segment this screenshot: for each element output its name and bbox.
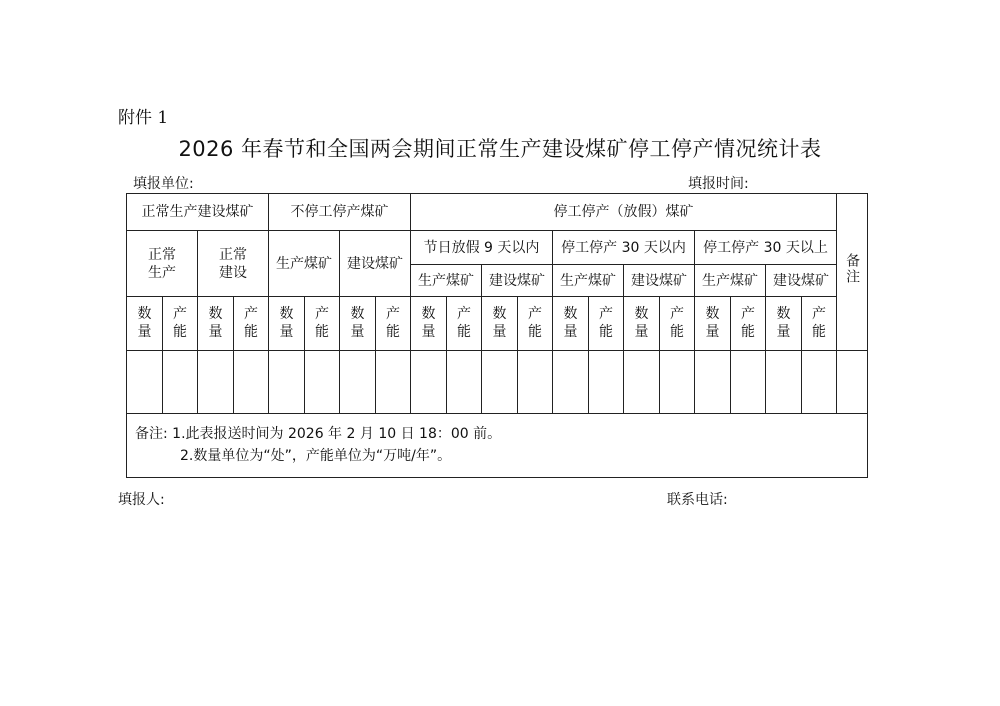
holiday-within-9-header: 节日放假 9 天以内 bbox=[411, 231, 553, 265]
notes-label: 备注: bbox=[135, 425, 168, 442]
data-cell[interactable] bbox=[731, 350, 766, 413]
reporter-label: 填报人: bbox=[118, 492, 165, 508]
capacity-header: 产能 bbox=[802, 297, 837, 350]
data-cell[interactable] bbox=[518, 350, 553, 413]
notes-line-1 bbox=[135, 423, 859, 445]
capacity-header: 产能 bbox=[589, 297, 624, 350]
data-cell[interactable] bbox=[234, 350, 269, 413]
data-entry-row bbox=[127, 350, 868, 413]
normal-construction-header: 正常建设 bbox=[198, 231, 269, 297]
capacity-header: 产能 bbox=[376, 297, 411, 350]
phone-label: 联系电话: bbox=[667, 492, 728, 508]
qty-header: 数量 bbox=[269, 297, 305, 350]
page-title: 2026 年春节和全国两会期间正常生产建设煤矿停工停产情况统计表 bbox=[178, 137, 822, 161]
sub-production-header: 生产煤矿 bbox=[553, 265, 624, 297]
notes-cell bbox=[127, 413, 868, 477]
data-cell[interactable] bbox=[589, 350, 624, 413]
table-header-row-2 bbox=[127, 231, 868, 265]
data-cell[interactable] bbox=[695, 350, 731, 413]
notes-text-2: 2.数量单位为“处”，产能单位为“万吨/年”。 bbox=[180, 448, 452, 465]
data-cell[interactable] bbox=[482, 350, 518, 413]
qty-header: 数量 bbox=[411, 297, 447, 350]
group-normal-header: 正常生产建设煤矿 bbox=[127, 194, 269, 231]
notes-row bbox=[127, 413, 868, 477]
data-cell[interactable] bbox=[127, 350, 163, 413]
data-cell[interactable] bbox=[802, 350, 837, 413]
data-cell[interactable] bbox=[660, 350, 695, 413]
nonstop-production-header: 生产煤矿 bbox=[269, 231, 340, 297]
statistics-table bbox=[126, 193, 868, 478]
capacity-header: 产能 bbox=[660, 297, 695, 350]
reporting-time-label: 填报时间: bbox=[688, 176, 749, 192]
sub-construction-header: 建设煤矿 bbox=[624, 265, 695, 297]
sub-construction-header: 建设煤矿 bbox=[766, 265, 837, 297]
sub-construction-header: 建设煤矿 bbox=[482, 265, 553, 297]
qty-header: 数量 bbox=[553, 297, 589, 350]
remarks-column-header bbox=[837, 194, 868, 351]
capacity-header: 产能 bbox=[731, 297, 766, 350]
stop-within-30-header: 停工停产 30 天以内 bbox=[553, 231, 695, 265]
sub-production-header: 生产煤矿 bbox=[411, 265, 482, 297]
notes-text-1: 1.此表报送时间为 2026 年 2 月 10 日 18：00 前。 bbox=[172, 425, 502, 442]
capacity-header: 产能 bbox=[518, 297, 553, 350]
data-cell[interactable] bbox=[624, 350, 660, 413]
data-cell[interactable] bbox=[766, 350, 802, 413]
data-cell[interactable] bbox=[340, 350, 376, 413]
capacity-header: 产能 bbox=[447, 297, 482, 350]
group-stop-header: 停工停产（放假）煤矿 bbox=[411, 194, 837, 231]
data-cell[interactable] bbox=[411, 350, 447, 413]
nonstop-construction-header: 建设煤矿 bbox=[340, 231, 411, 297]
sub-production-header: 生产煤矿 bbox=[695, 265, 766, 297]
group-nonstop-header: 不停工停产煤矿 bbox=[269, 194, 411, 231]
remarks-column-label: 备注 bbox=[844, 253, 861, 286]
qty-header: 数量 bbox=[695, 297, 731, 350]
table-header-row-4 bbox=[127, 297, 868, 350]
capacity-header: 产能 bbox=[163, 297, 198, 350]
data-cell[interactable] bbox=[198, 350, 234, 413]
attachment-label: 附件 1 bbox=[118, 108, 169, 128]
data-cell[interactable] bbox=[376, 350, 411, 413]
qty-header: 数量 bbox=[624, 297, 660, 350]
data-cell[interactable] bbox=[305, 350, 340, 413]
reporting-unit-label: 填报单位: bbox=[133, 176, 194, 192]
data-cell[interactable] bbox=[553, 350, 589, 413]
data-cell[interactable] bbox=[163, 350, 198, 413]
table-header-row-1 bbox=[127, 194, 868, 231]
qty-header: 数量 bbox=[198, 297, 234, 350]
qty-header: 数量 bbox=[482, 297, 518, 350]
capacity-header: 产能 bbox=[305, 297, 340, 350]
data-cell[interactable] bbox=[269, 350, 305, 413]
stop-over-30-header: 停工停产 30 天以上 bbox=[695, 231, 837, 265]
data-cell[interactable] bbox=[447, 350, 482, 413]
qty-header: 数量 bbox=[340, 297, 376, 350]
remarks-cell[interactable] bbox=[837, 350, 868, 413]
qty-header: 数量 bbox=[766, 297, 802, 350]
qty-header: 数量 bbox=[127, 297, 163, 350]
capacity-header: 产能 bbox=[234, 297, 269, 350]
normal-production-header: 正常生产 bbox=[127, 231, 198, 297]
